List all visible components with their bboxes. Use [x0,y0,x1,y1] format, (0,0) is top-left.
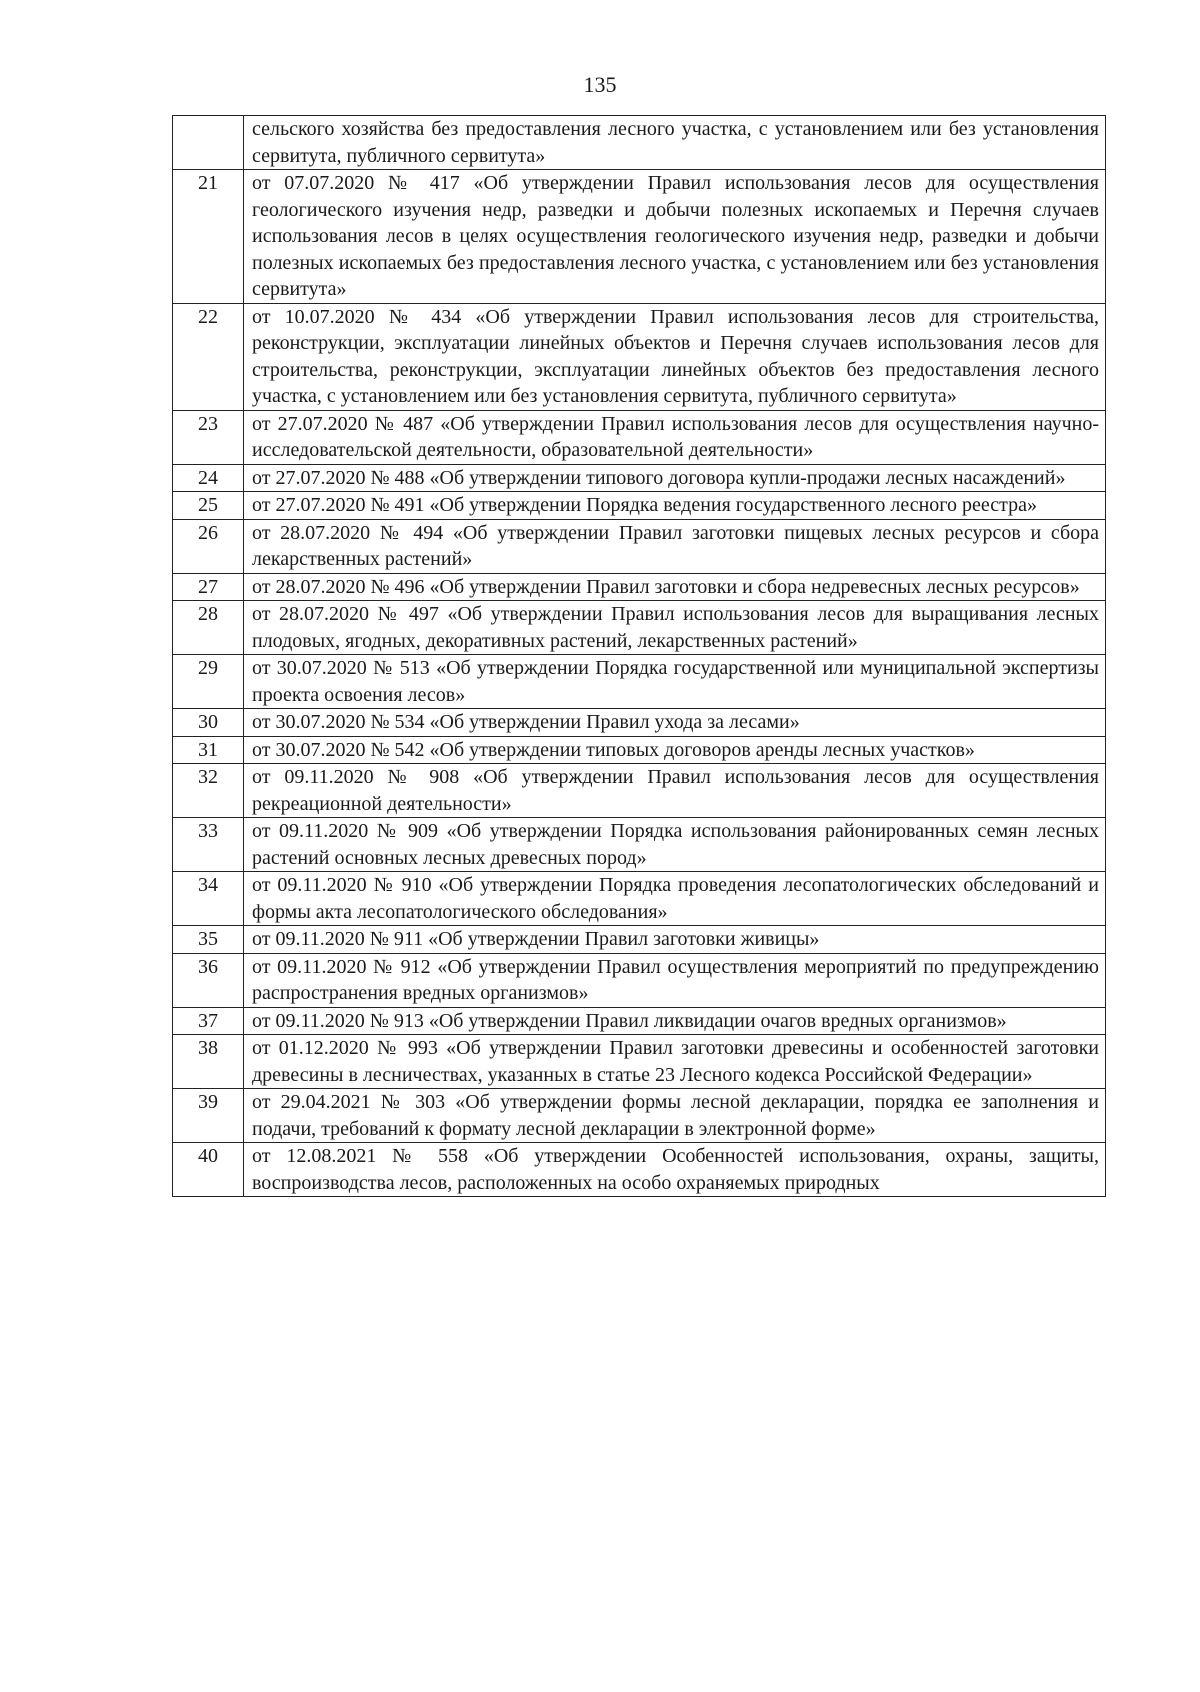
row-number: 37 [173,1007,244,1035]
table-row [173,736,1106,764]
row-text: от 09.11.2020 № 911 «Об утверждении Правил заготовки живицы» [244,926,1106,954]
row-number: 28 [173,601,244,655]
row-text: от 29.04.2021 № 303 «Об утверждении формы лесной декларации, порядка ее заполнения и подачи, требований к формату лесной декларации в электронной форме» [244,1089,1106,1143]
table-row [173,655,1106,709]
row-text: от 27.07.2020 № 488 «Об утверждении типового договора купли-продажи лесных насаждений» [244,464,1106,492]
row-number: 26 [173,519,244,573]
table-row [173,519,1106,573]
row-text: от 30.07.2020 № 534 «Об утверждении Правил ухода за лесами» [244,709,1106,737]
row-text: от 28.07.2020 № 494 «Об утверждении Правил заготовки пищевых лесных ресурсов и сбора лекарственных растений» [244,519,1106,573]
row-number: 33 [173,818,244,872]
row-number: 38 [173,1035,244,1089]
table-row [173,926,1106,954]
table-row [173,573,1106,601]
table-row [173,764,1106,818]
row-text: сельского хозяйства без предоставления лесного участка, с установлением или без установления сервитута, публичного сервитута» [244,116,1106,170]
table-row [173,872,1106,926]
row-text: от 28.07.2020 № 496 «Об утверждении Правил заготовки и сбора недревесных лесных ресурсов» [244,573,1106,601]
legal-acts-table [172,115,1106,1197]
row-number: 36 [173,953,244,1007]
table-row [173,170,1106,304]
row-number: 32 [173,764,244,818]
table-row [173,303,1106,410]
table-row [173,410,1106,464]
row-number: 35 [173,926,244,954]
row-text: от 30.07.2020 № 513 «Об утверждении Порядка государственной или муниципальной экспертизы проекта освоения лесов» [244,655,1106,709]
row-text: от 09.11.2020 № 913 «Об утверждении Правил ликвидации очагов вредных организмов» [244,1007,1106,1035]
row-number: 31 [173,736,244,764]
table-row [173,601,1106,655]
row-number: 27 [173,573,244,601]
row-number: 40 [173,1143,244,1197]
row-number: 25 [173,492,244,520]
table-row [173,116,1106,170]
table-row [173,1089,1106,1143]
row-text: от 27.07.2020 № 487 «Об утверждении Правил использования лесов для осуществления научно-исследовательской деятельности, образовательной деятельности» [244,410,1106,464]
row-number: 30 [173,709,244,737]
row-number: 23 [173,410,244,464]
table-row [173,464,1106,492]
row-number: 39 [173,1089,244,1143]
row-text: от 28.07.2020 № 497 «Об утверждении Правил использования лесов для выращивания лесных плодовых, ягодных, декоративных растений, лекарственных растений» [244,601,1106,655]
row-text: от 09.11.2020 № 909 «Об утверждении Порядка использования районированных семян лесных растений основных лесных древесных пород» [244,818,1106,872]
row-text: от 30.07.2020 № 542 «Об утверждении типовых договоров аренды лесных участков» [244,736,1106,764]
row-text: от 27.07.2020 № 491 «Об утверждении Порядка ведения государственного лесного реестра» [244,492,1106,520]
table-row [173,818,1106,872]
table-row [173,1007,1106,1035]
row-text: от 09.11.2020 № 908 «Об утверждении Правил использования лесов для осуществления рекреационной деятельности» [244,764,1106,818]
table-row [173,709,1106,737]
row-number: 24 [173,464,244,492]
page-number: 135 [583,72,617,97]
row-text: от 01.12.2020 № 993 «Об утверждении Правил заготовки древесины и особенностей заготовки древесины в лесничествах, указанных в статье 23 Лесного кодекса Российской Федерации» [244,1035,1106,1089]
row-text: от 07.07.2020 № 417 «Об утверждении Правил использования лесов для осуществления геологического изучения недр, разведки и добычи полезных ископаемых и Перечня случаев использования лесов в целях осуществления геологического изучения недр, разведки и добычи полезных ископаемых без предоставления лесного участка, с установлением или без установления сервитута» [244,170,1106,304]
row-text: от 10.07.2020 № 434 «Об утверждении Правил использования лесов для строительства, реконструкции, эксплуатации линейных объектов и Перечня случаев использования лесов для строительства, реконструкции, эксплуатации линейных объектов без предоставления лесного участка, с установлением или без установления сервитута, публичного сервитута» [244,303,1106,410]
row-number: 22 [173,303,244,410]
row-number [173,116,244,170]
table-row [173,492,1106,520]
row-number: 29 [173,655,244,709]
row-number: 21 [173,170,244,304]
row-number: 34 [173,872,244,926]
table-row [173,1143,1106,1197]
table-row [173,1035,1106,1089]
table-row [173,953,1106,1007]
row-text: от 09.11.2020 № 912 «Об утверждении Правил осуществления мероприятий по предупреждению распространения вредных организмов» [244,953,1106,1007]
row-text: от 12.08.2021 № 558 «Об утверждении Особенностей использования, охраны, защиты, воспроизводства лесов, расположенных на особо охраняемых природных [244,1143,1106,1197]
row-text: от 09.11.2020 № 910 «Об утверждении Порядка проведения лесопатологических обследований и формы акта лесопатологического обследования» [244,872,1106,926]
